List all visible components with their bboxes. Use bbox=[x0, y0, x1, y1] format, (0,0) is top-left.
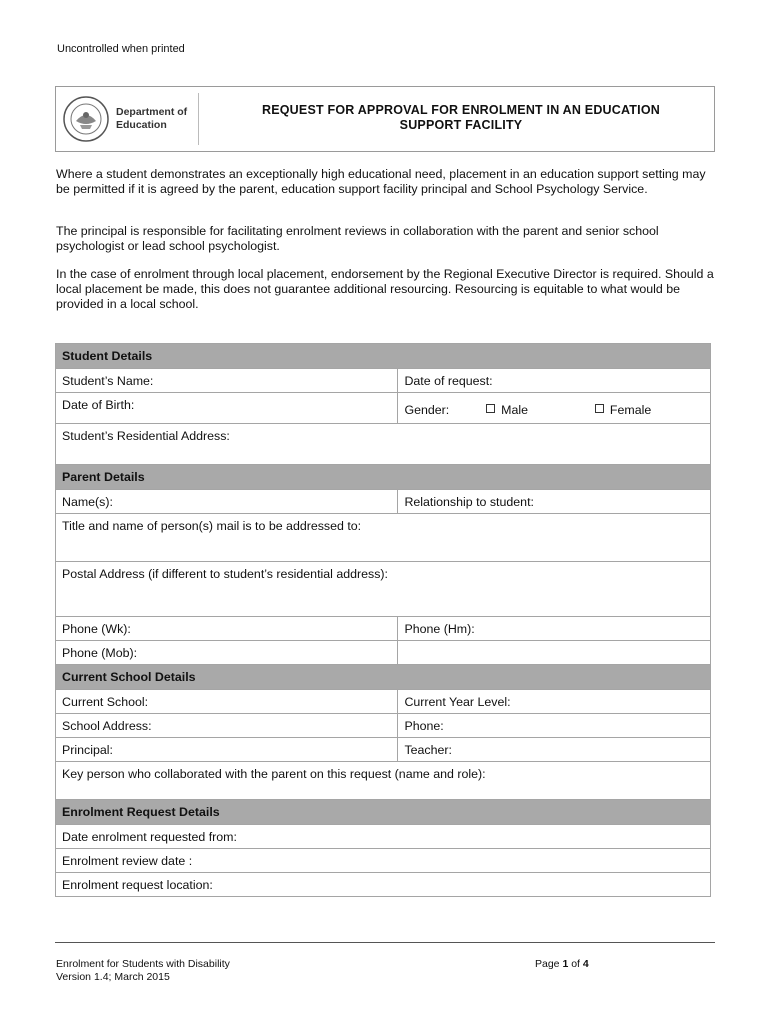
page-number bbox=[535, 958, 589, 970]
male-label: Male bbox=[501, 403, 528, 417]
phone-mobile-field[interactable]: Phone (Mob): bbox=[56, 641, 398, 665]
student-details-header: Student Details bbox=[56, 344, 711, 369]
intro-paragraph-1: Where a student demonstrates an exceptionally high educational need, placement in an education support setting may be permitted if it is agreed by the parent, education support facility principal and School Psychology Service. bbox=[56, 167, 706, 196]
document-header bbox=[55, 86, 715, 152]
current-year-field[interactable]: Current Year Level: bbox=[398, 690, 711, 714]
parent-names-field[interactable]: Name(s): bbox=[56, 490, 398, 514]
footer-document-info bbox=[56, 958, 230, 984]
uncontrolled-note: Uncontrolled when printed bbox=[57, 43, 185, 55]
residential-address-field[interactable]: Student’s Residential Address: bbox=[56, 424, 711, 465]
empty-cell bbox=[398, 641, 711, 665]
date-requested-from-field[interactable]: Date enrolment requested from: bbox=[56, 825, 711, 849]
date-of-request-field[interactable]: Date of request: bbox=[398, 369, 711, 393]
key-person-field[interactable]: Key person who collaborated with the parent on this request (name and role): bbox=[56, 762, 711, 800]
government-crest-icon bbox=[62, 95, 110, 143]
form-title bbox=[216, 103, 706, 133]
page-current: 1 bbox=[562, 958, 569, 970]
footer-document-name: Enrolment for Students with Disability bbox=[56, 958, 230, 970]
female-label: Female bbox=[609, 403, 652, 417]
current-school-header: Current School Details bbox=[56, 665, 711, 690]
intro-paragraph-2: The principal is responsible for facilitating enrolment reviews in collaboration with the parent and senior school psychologist or lead school psychologist. bbox=[56, 224, 659, 253]
form-title-line-1: REQUEST FOR APPROVAL FOR ENROLMENT IN AN EDUCATION bbox=[262, 103, 660, 117]
footer-divider bbox=[55, 942, 715, 943]
department-logo bbox=[62, 93, 202, 145]
logo-line-1: Department of bbox=[116, 106, 188, 118]
school-address-field[interactable]: School Address: bbox=[56, 714, 398, 738]
phone-work-field[interactable]: Phone (Wk): bbox=[56, 617, 398, 641]
page-prefix: Page bbox=[535, 958, 560, 970]
male-checkbox[interactable] bbox=[486, 404, 495, 413]
page-of: of bbox=[571, 958, 580, 970]
page-total: 4 bbox=[582, 958, 589, 970]
footer-version: Version 1.4; March 2015 bbox=[56, 971, 170, 983]
logo-line-2: Education bbox=[116, 119, 167, 131]
principal-field[interactable]: Principal: bbox=[56, 738, 398, 762]
intro-paragraph-3: In the case of enrolment through local placement, endorsement by the Regional Executive Director is required. Should a local placement be made, this does not guarantee additional resourcing. Resourcing is equitable to what would be provided in a local school. bbox=[56, 267, 714, 311]
review-date-field[interactable]: Enrolment review date : bbox=[56, 849, 711, 873]
logo-divider bbox=[198, 93, 199, 145]
female-checkbox[interactable] bbox=[595, 404, 604, 413]
enrolment-form-table bbox=[55, 343, 711, 897]
mail-addressee-field[interactable]: Title and name of person(s) mail is to be addressed to: bbox=[56, 514, 711, 562]
enrolment-request-header: Enrolment Request Details bbox=[56, 800, 711, 825]
gender-field bbox=[398, 393, 711, 424]
phone-home-field[interactable]: Phone (Hm): bbox=[398, 617, 711, 641]
form-title-line-2: SUPPORT FACILITY bbox=[399, 118, 523, 132]
gender-label: Gender: bbox=[404, 403, 450, 417]
date-of-birth-field[interactable]: Date of Birth: bbox=[56, 393, 398, 424]
parent-details-header: Parent Details bbox=[56, 465, 711, 490]
teacher-field[interactable]: Teacher: bbox=[398, 738, 711, 762]
postal-address-field[interactable]: Postal Address (if different to student’s residential address): bbox=[56, 562, 711, 617]
current-school-field[interactable]: Current School: bbox=[56, 690, 398, 714]
student-name-field[interactable]: Student’s Name: bbox=[56, 369, 398, 393]
school-phone-field[interactable]: Phone: bbox=[398, 714, 711, 738]
relationship-field[interactable]: Relationship to student: bbox=[398, 490, 711, 514]
request-location-field[interactable]: Enrolment request location: bbox=[56, 873, 711, 897]
